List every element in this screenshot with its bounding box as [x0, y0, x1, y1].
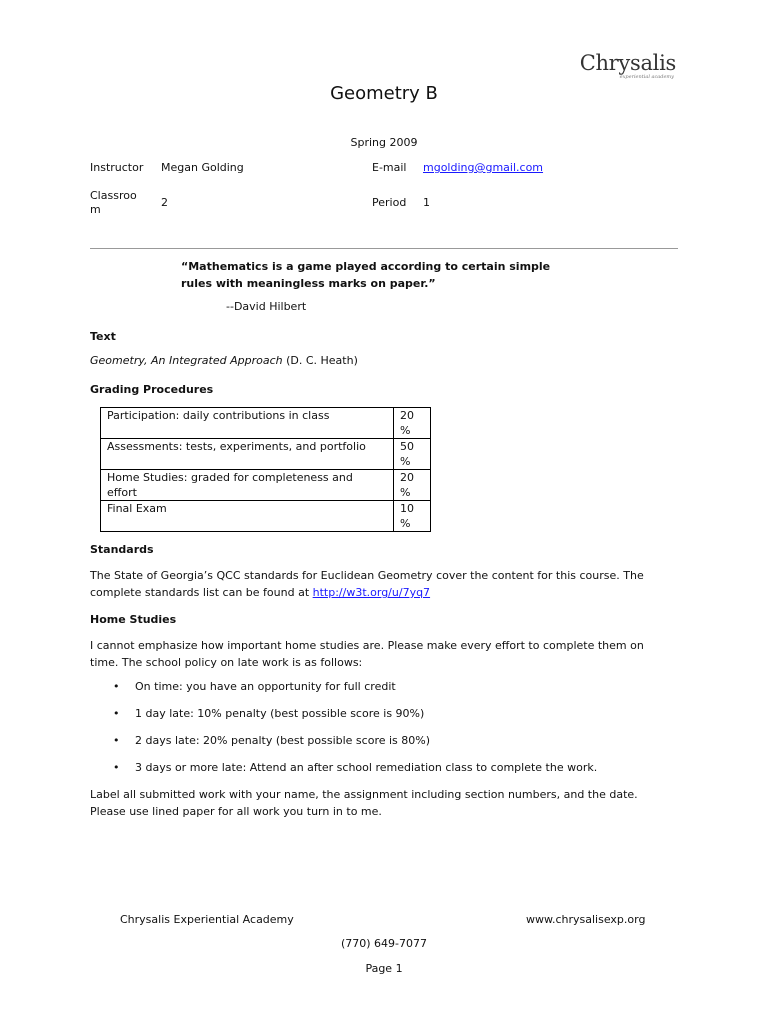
term: Spring 2009 — [350, 136, 418, 149]
logo-tagline: experiential academy — [619, 74, 674, 80]
instructor-label: Instructor — [90, 161, 144, 174]
textbook-title: Geometry, An Integrated Approach — [90, 354, 283, 367]
grading-category: Assessments: tests, experiments, and portfolio — [101, 439, 394, 470]
table-row — [101, 470, 431, 501]
table-row — [101, 439, 431, 470]
table-row — [101, 408, 431, 439]
list-item: • 1 day late: 10% penalty (best possible score is 90%) — [113, 707, 425, 720]
bullet-icon: • — [113, 734, 120, 747]
standards-heading: Standards — [90, 543, 154, 556]
grading-percent: 20 % — [394, 408, 431, 439]
bullet-icon: • — [113, 707, 120, 720]
table-row — [101, 501, 431, 532]
logo-name: Chrysalis — [579, 51, 676, 75]
footer-phone: (770) 649-7077 — [340, 937, 428, 950]
grading-percent: 50 % — [394, 439, 431, 470]
text-heading: Text — [90, 330, 116, 343]
grading-percent: 10 % — [394, 501, 431, 532]
quote-line-1: “Mathematics is a game played according to certain simple — [181, 260, 551, 273]
home-studies-closing: Label all submitted work with your name, the assignment including section numbers, and the date. Please use lined paper for all work you turn in to me. — [90, 788, 638, 818]
grading-table — [100, 407, 431, 532]
footer-website: www.chrysalisexp.org — [526, 913, 646, 926]
bullet-icon: • — [113, 761, 120, 774]
instructor-name: Megan Golding — [161, 161, 244, 174]
list-item: • On time: you have an opportunity for full credit — [113, 680, 396, 693]
email-label: E-mail — [372, 161, 407, 174]
bullet-icon: • — [113, 680, 120, 693]
quote-author: --David Hilbert — [226, 300, 307, 313]
footer-academy: Chrysalis Experiential Academy — [120, 913, 294, 926]
classroom-label-line1: Classroo — [90, 189, 137, 202]
home-studies-intro: I cannot emphasize how important home studies are. Please make every effort to complete them on time. The school policy on late work is as follows: — [90, 639, 644, 669]
grading-percent: 20 % — [394, 470, 431, 501]
document-title: Geometry B — [330, 83, 438, 104]
period-label: Period — [372, 196, 407, 209]
grading-category: Participation: daily contributions in class — [101, 408, 394, 439]
divider — [90, 248, 678, 249]
textbook — [90, 354, 358, 367]
grading-category: Final Exam — [101, 501, 394, 532]
classroom-number: 2 — [161, 196, 168, 209]
grading-category: Home Studies: graded for completeness and effort — [101, 470, 394, 501]
page-number: Page 1 — [365, 962, 403, 975]
home-studies-heading: Home Studies — [90, 613, 177, 626]
quote-line-2: rules with meaningless marks on paper.” — [181, 277, 436, 290]
grading-heading: Grading Procedures — [90, 383, 214, 396]
classroom-label-line2: m — [90, 203, 101, 216]
chrysalis-logo — [536, 52, 676, 80]
period-number: 1 — [423, 196, 430, 209]
standards-text: The State of Georgia’s QCC standards for Euclidean Geometry cover the content for this course. The complete standards list can be found at http://w3t.org/u/7yq7 — [90, 569, 644, 599]
standards-link[interactable]: http://w3t.org/u/7yq7 — [312, 586, 431, 599]
list-item: • 3 days or more late: Attend an after school remediation class to complete the work. — [113, 761, 598, 774]
email-link[interactable]: mgolding@gmail.com — [423, 161, 544, 174]
list-item: • 2 days late: 20% penalty (best possible score is 80%) — [113, 734, 431, 747]
quote — [181, 258, 581, 292]
textbook-publisher: (D. C. Heath) — [282, 354, 358, 367]
